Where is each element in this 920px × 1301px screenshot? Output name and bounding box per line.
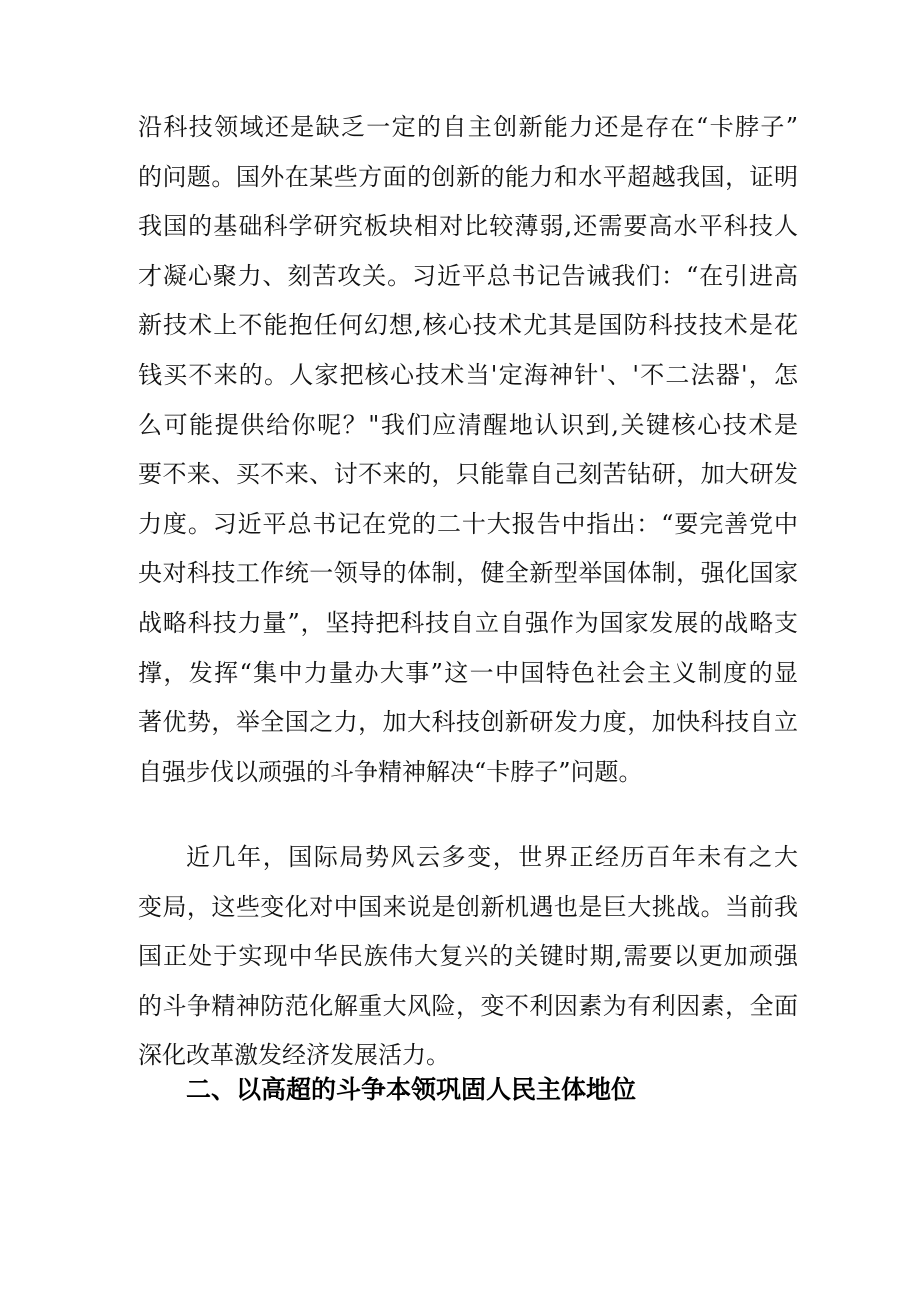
paragraph-line: 要不来、买不来、讨不来的，只能靠自己刻苦钻研，加大研发 <box>138 460 798 489</box>
paragraph-line: 钱买不来的。人家把核心技术当'定海神针'、'不二法器'，怎 <box>138 360 798 389</box>
paragraph-line: 深化改革激发经济发展活力。 <box>138 1041 450 1070</box>
paragraph-line: 新技术上不能抱任何幻想,核心技术尤其是国防科技技术是花 <box>138 311 798 340</box>
paragraph-line: 的问题。国外在某些方面的创新的能力和水平超越我国，证明 <box>138 162 798 191</box>
paragraph-line: 变局，这些变化对中国来说是创新机遇也是巨大挑战。当前我 <box>138 892 798 921</box>
paragraph-line: 战略科技力量”，坚持把科技自立自强作为国家发展的战略支 <box>138 608 798 637</box>
paragraph-line: 央对科技工作统一领导的体制，健全新型举国体制，强化国家 <box>138 559 798 588</box>
paragraph-line: 著优势，举全国之力，加大科技创新研发力度，加快科技自立 <box>138 708 798 737</box>
paragraph-line: 的斗争精神防范化解重大风险，变不利因素为有利因素，全面 <box>138 991 798 1020</box>
paragraph-line: 自强步伐以顽强的斗争精神解决“卡脖子”问题。 <box>138 757 643 786</box>
paragraph-line: 国正处于实现中华民族伟大复兴的关键时期,需要以更加顽强 <box>138 942 798 971</box>
paragraph-line: 沿科技领域还是缺乏一定的自主创新能力还是存在“卡脖子” <box>138 113 798 141</box>
paragraph-1 <box>138 103 798 797</box>
paragraph-line: 么可能提供给你呢？"我们应清醒地认识到,关键核心技术是 <box>138 410 798 439</box>
paragraph-line: 才凝心聚力、刻苦攻关。习近平总书记告诫我们：“在引进高 <box>138 261 798 290</box>
paragraph-line: 我国的基础科学研究板块相对比较薄弱,还需要高水平科技人 <box>138 212 798 241</box>
section-heading: 二、以高超的斗争本领巩固人民主体地位 <box>186 1075 637 1104</box>
paragraph-line: 近几年，国际局势风云多变，世界正经历百年未有之大 <box>186 843 798 871</box>
paragraph-line: 力度。习近平总书记在党的二十大报告中指出：“要完善党中 <box>138 509 798 538</box>
paragraph-2 <box>138 833 798 1081</box>
paragraph-line: 撑，发挥“集中力量办大事”这一中国特色社会主义制度的显 <box>138 658 798 687</box>
